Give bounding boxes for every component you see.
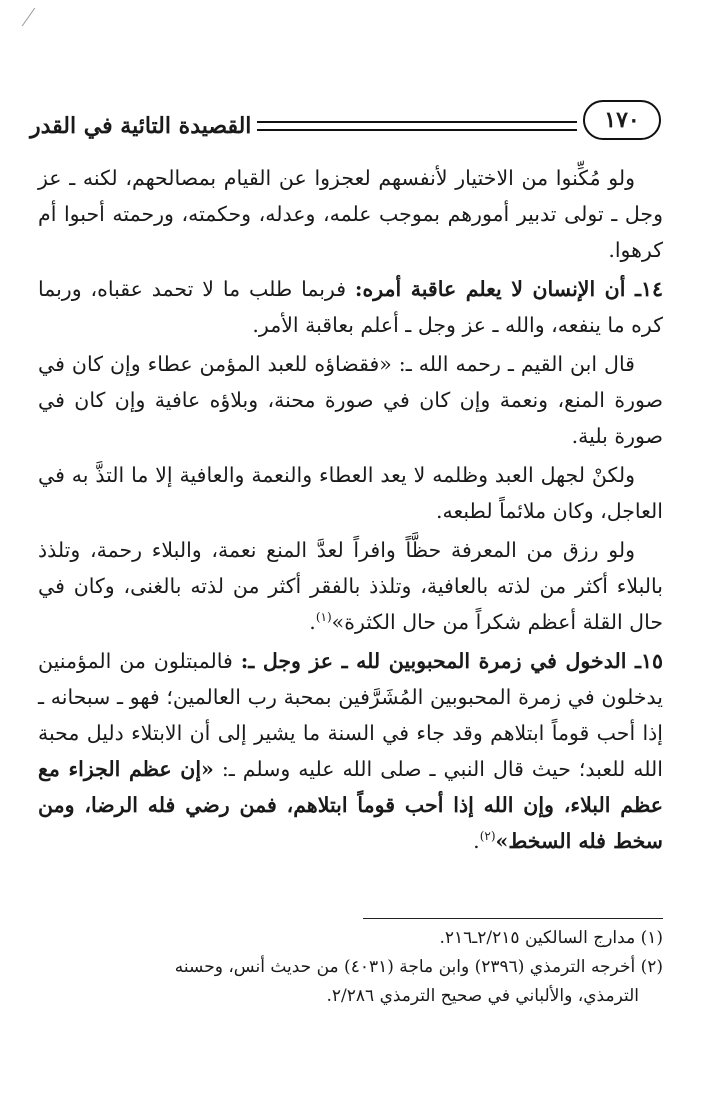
running-title: القصيدة التائية في القدر: [30, 113, 252, 139]
paragraph-5: ولو رزق من المعرفة حظَّاً وافراً لعدَّ المنع نعمة، والبلاء رحمة، وتلذذ بالبلاء أكثر من لذته بالعافية، وتلذذ بالفقر أكثر من لذته بالغنى، وكان في حال القلة أعظم شكراً من حال الكثرة»$^{(١)}$.: [38, 538, 663, 634]
paragraph-3: قال ابن القيم ـ رحمه الله ـ: «فقضاؤه للعبد المؤمن عطاء وإن كان في صورة المنع، ونعمة وإن كان في صورة محنة، وبلاؤه عافية وإن كان في صورة بلية.: [38, 352, 663, 448]
footnote-2-line-1: (٢) أخرجه الترمذي (٢٣٩٦) وابن ماجة (٤٠٣١) من حديث أنس، وحسنه: [174, 957, 663, 977]
page-number: ١٧٠: [604, 107, 640, 133]
footnote-2-line-2: الترمذي، والألباني في صحيح الترمذي ٢/٢٨٦.: [326, 986, 639, 1006]
hadith-quote: «إن عظم الجزاء مع عظم البلاء، وإن الله إذا أحب قوماً ابتلاهم، فمن رضي فله الرضا، ومن سخط فله السخط»: [38, 757, 663, 853]
header-double-rule: [257, 121, 577, 131]
paragraph-1: ولو مُكِّنوا من الاختيار لأنفسهم لعجزوا عن القيام بمصالحهم، لكنه ـ عز وجل ـ تولى تدبير أمورهم بموجب علمه، وعدله، وحكمته، ورحمته أحبوا أم كرهوا.: [38, 166, 663, 262]
footnote-ref-2: (٢): [479, 829, 496, 844]
paragraph-5-text: ولو رزق من المعرفة حظَّاً وافراً لعدَّ المنع نعمة، والبلاء رحمة، وتلذذ بالبلاء أكثر من لذته بالعافية، وتلذذ بالفقر أكثر من لذته بالغنى، وكان في حال القلة أعظم شكراً من حال الكثرة»: [38, 538, 663, 634]
footnote-1: (١) مدارج السالكين ٢/٢١٥ـ٢١٦.: [439, 928, 663, 948]
paragraph-6-end: .: [473, 829, 480, 853]
point-15-text: فالمبتلون من المؤمنين يدخلون في زمرة المحبوبين المُشَرَّفين بمحبة رب العالمين؛ فهو ـ سبحانه ـ إذا أحب قوماً ابتلاهم وقد جاء في السنة ما يشير إلى أن الابتلاء دليل محبة الله للعبد؛ حيث قال النبي ـ صلى الله عليه وسلم ـ:: [38, 649, 663, 781]
point-14-heading: ١٤ـ أن الإنسان لا يعلم عاقبة أمره:: [354, 277, 663, 301]
main-text: [38, 160, 663, 862]
footnote-ref-1: (١): [315, 610, 332, 625]
footnote-separator: [363, 918, 663, 919]
corner-scan-mark: [22, 8, 35, 27]
point-15-heading: ١٥ـ الدخول في زمرة المحبوبين لله ـ عز وجل ـ:: [240, 649, 663, 673]
page-header: [30, 98, 661, 142]
paragraph-2: [38, 271, 663, 343]
paragraph-4: ولكنْ لجهل العبد وظلمه لا يعد العطاء والنعمة والعافية إلا ما التذَّ به في العاجل، وكان ملائماً لطبعه.: [38, 463, 663, 523]
page-number-badge: [583, 100, 661, 140]
point-14-text: فربما طلب ما لا تحمد عقباه، وربما كره ما ينفعه، والله ـ عز وجل ـ أعلم بعاقبة الأمر.: [38, 277, 663, 337]
footnotes: [38, 924, 663, 1011]
paragraph-6: [38, 643, 663, 859]
